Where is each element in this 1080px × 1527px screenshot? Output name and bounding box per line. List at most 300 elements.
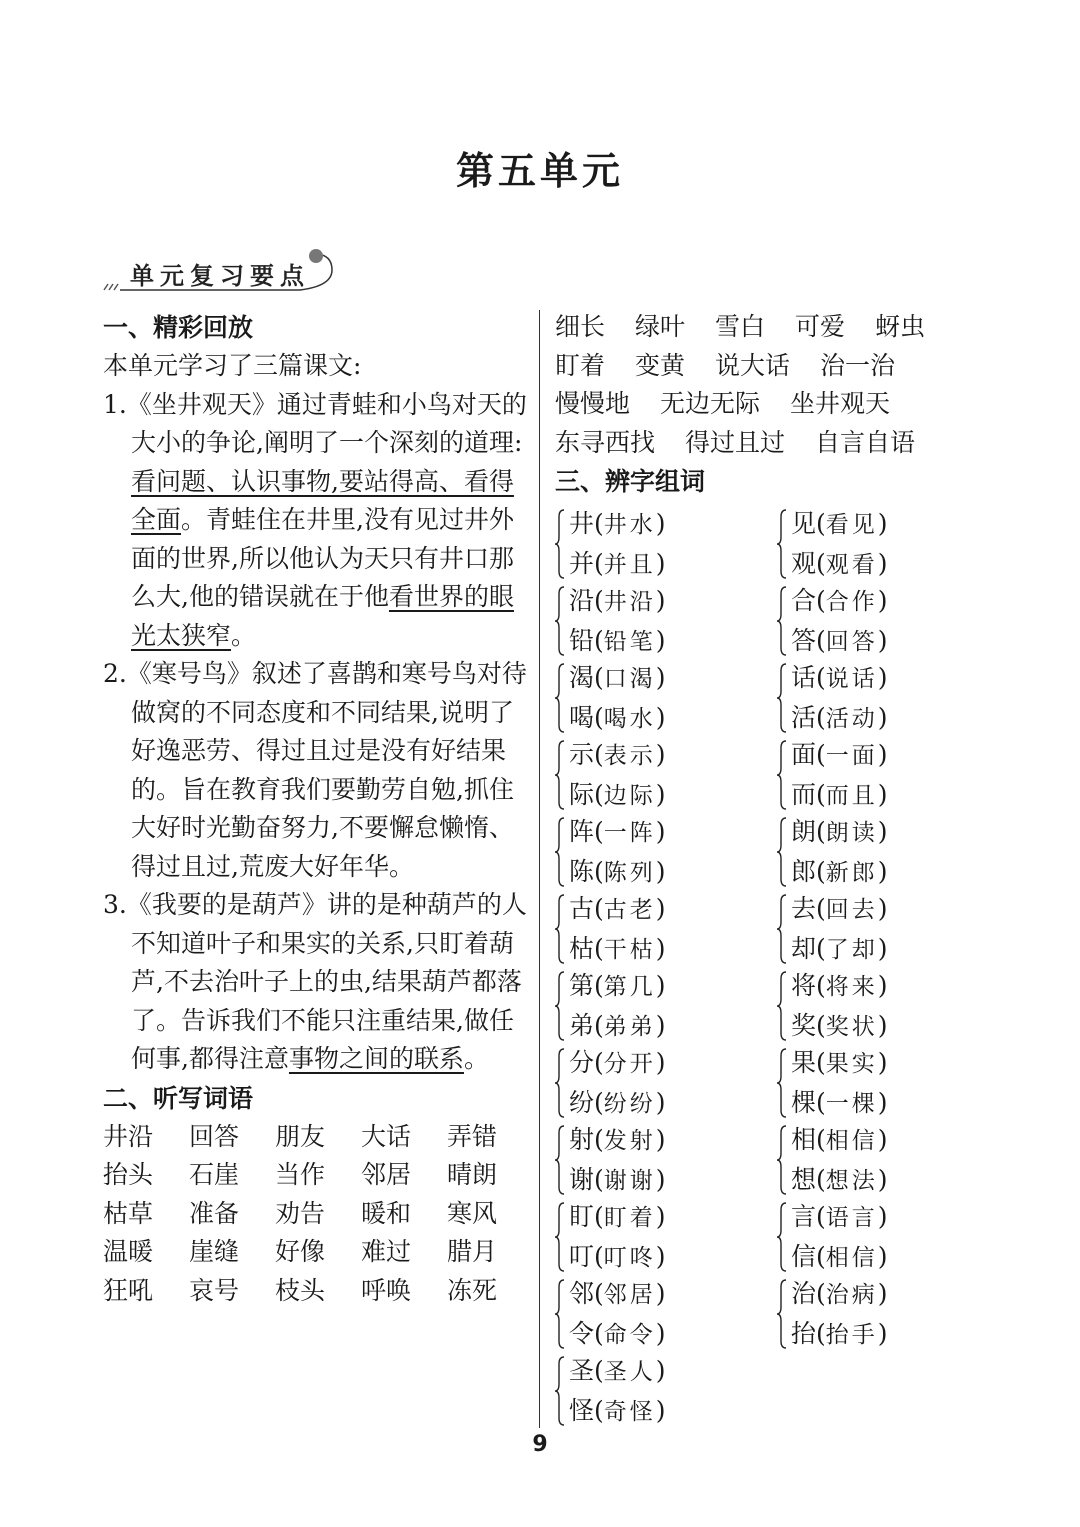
- character-pair: [777, 1275, 977, 1352]
- underlined-text: 事物之间的联系: [288, 1044, 464, 1073]
- character: 奖: [791, 1010, 817, 1040]
- character-pair: [555, 582, 777, 659]
- character-pairs: [555, 505, 975, 1429]
- character: 答: [791, 625, 817, 655]
- brace-icon: [777, 663, 787, 733]
- pair-line: [569, 1352, 777, 1392]
- character: 令: [569, 1318, 595, 1348]
- phrase: 说大话: [715, 350, 791, 380]
- underlined-text: 看问题、认识事物,要站得高、看得全面: [131, 466, 514, 534]
- compound-word: 看见: [825, 512, 878, 538]
- character: 枯: [569, 933, 595, 963]
- item-number: 2.: [103, 659, 127, 688]
- character-pair: [777, 582, 977, 659]
- paren-open: (: [816, 971, 826, 1000]
- character: 示: [569, 740, 595, 769]
- paren-open: (: [594, 1048, 604, 1077]
- pair-line: [791, 776, 977, 816]
- compound-word: 古老: [603, 897, 656, 923]
- character: 古: [569, 894, 595, 923]
- compound-word: 谢谢: [603, 1167, 656, 1194]
- compound-word: 发射: [603, 1128, 656, 1154]
- paren-open: (: [816, 1241, 826, 1271]
- paren-open: (: [816, 625, 826, 655]
- paren-close: ): [877, 817, 888, 846]
- compound-word: 表示: [603, 743, 656, 769]
- dictation-word: 枯草: [103, 1198, 154, 1228]
- compound-word: 回去: [825, 897, 878, 923]
- pair-line: [791, 736, 977, 776]
- character: 想: [791, 1164, 817, 1194]
- compound-word: 想法: [825, 1167, 878, 1194]
- compound-word: 圣人: [603, 1359, 656, 1385]
- dictation-phrases: [555, 308, 975, 462]
- paren-close: ): [655, 1164, 666, 1194]
- column-divider: [539, 310, 540, 1428]
- compound-word: 治病: [825, 1282, 878, 1308]
- character: 治: [791, 1279, 817, 1308]
- dictation-word: 温暖: [103, 1237, 154, 1266]
- character-pair: [777, 659, 977, 736]
- pair-line: [569, 505, 777, 545]
- paren-close: ): [655, 1318, 666, 1348]
- character: 纷: [569, 1087, 595, 1117]
- dictation-word: 邻居: [361, 1160, 412, 1189]
- phrase: 东寻西找: [555, 427, 656, 457]
- paren-close: ): [655, 817, 666, 846]
- review-item: [103, 386, 528, 656]
- character: 去: [791, 894, 817, 923]
- character: 棵: [791, 1087, 817, 1117]
- pairs-right-column: [777, 505, 977, 1429]
- pair-line: [791, 1007, 977, 1047]
- compound-word: 命令: [603, 1321, 656, 1348]
- paren-close: ): [877, 586, 888, 615]
- character: 言: [791, 1202, 817, 1231]
- paren-close: ): [877, 1318, 888, 1348]
- paren-close: ): [655, 625, 666, 655]
- character: 第: [569, 971, 595, 1000]
- paren-close: ): [655, 586, 666, 615]
- character-pair: [555, 1198, 777, 1275]
- paren-open: (: [594, 1010, 604, 1040]
- compound-word: 陈列: [603, 859, 656, 886]
- paren-close: ): [655, 702, 666, 732]
- paren-close: ): [655, 933, 666, 963]
- character: 射: [569, 1125, 595, 1154]
- compound-word: 说话: [825, 666, 878, 692]
- character-pair: [555, 1275, 777, 1352]
- paren-close: ): [877, 1241, 888, 1271]
- paren-close: ): [655, 1125, 666, 1154]
- paren-open: (: [594, 817, 604, 846]
- paren-open: (: [816, 509, 826, 538]
- character: 朗: [791, 817, 817, 846]
- paren-open: (: [594, 586, 604, 615]
- paren-close: ): [877, 894, 888, 923]
- character: 将: [791, 971, 817, 1000]
- pair-line: [569, 1161, 777, 1201]
- paren-open: (: [594, 856, 604, 886]
- pair-line: [569, 813, 777, 853]
- compound-word: 叮咚: [603, 1244, 656, 1271]
- paren-close: ): [877, 971, 888, 1000]
- character: 铅: [569, 625, 595, 655]
- section-heading-dictation: 二、听写词语: [103, 1083, 254, 1113]
- compound-word: 活动: [825, 705, 878, 732]
- paren-open: (: [594, 971, 604, 1000]
- dictation-word: 朋友: [275, 1121, 326, 1151]
- paren-open: (: [594, 1087, 604, 1117]
- pair-line: [569, 1121, 777, 1161]
- paren-open: (: [594, 625, 604, 655]
- paren-open: (: [594, 702, 604, 732]
- character: 陈: [569, 856, 595, 886]
- compound-word: 邻居: [603, 1282, 656, 1308]
- dictation-word: 井沿: [103, 1121, 154, 1151]
- dictation-word: 劝告: [275, 1198, 326, 1228]
- underlined-text: 看世界的眼光太狭窄: [131, 582, 514, 650]
- brace-icon: [777, 971, 787, 1041]
- phrase: 盯着: [555, 350, 606, 380]
- paren-open: (: [816, 933, 826, 963]
- phrase: 变黄: [635, 350, 686, 380]
- phrase-row: [555, 308, 975, 347]
- brace-icon: [777, 509, 787, 579]
- character: 怪: [569, 1395, 595, 1425]
- paren-open: (: [816, 856, 826, 886]
- compound-word: 一棵: [825, 1090, 878, 1117]
- compound-word: 一面: [825, 743, 878, 769]
- paren-open: (: [594, 1241, 604, 1271]
- character: 圣: [569, 1356, 595, 1385]
- left-column: [103, 308, 528, 1310]
- dictation-word: 准备: [189, 1198, 240, 1228]
- pair-line: [569, 736, 777, 776]
- pair-line: [791, 545, 977, 585]
- brace-icon: [777, 894, 787, 964]
- character: 信: [791, 1241, 817, 1271]
- brace-icon: [777, 817, 787, 887]
- dictation-word: 哀号: [189, 1275, 240, 1305]
- item-text: 。: [231, 620, 257, 650]
- character-pair: [777, 967, 977, 1044]
- pair-line: [791, 1044, 977, 1084]
- paren-open: (: [816, 1279, 826, 1308]
- paren-open: (: [594, 1202, 604, 1231]
- brace-icon: [555, 663, 565, 733]
- compound-word: 朗读: [825, 820, 878, 846]
- paren-close: ): [655, 1279, 666, 1308]
- dictation-word: 狂吼: [103, 1275, 154, 1305]
- phrase: 雪白: [715, 312, 766, 341]
- section-badge: [100, 248, 340, 298]
- paren-open: (: [594, 663, 604, 692]
- pair-line: [791, 1161, 977, 1201]
- phrase: 坐井观天: [790, 389, 891, 418]
- brace-icon: [555, 894, 565, 964]
- pair-line: [791, 1238, 977, 1278]
- paren-open: (: [594, 894, 604, 923]
- pair-line: [791, 622, 977, 662]
- dictation-word: 好像: [275, 1237, 326, 1266]
- compound-word: 奇怪: [603, 1398, 656, 1425]
- paren-close: ): [655, 1048, 666, 1077]
- pair-line: [791, 659, 977, 699]
- pair-line: [791, 1198, 977, 1238]
- paren-close: ): [877, 548, 888, 578]
- section-heading-review: 一、精彩回放: [103, 313, 254, 342]
- paren-close: ): [877, 1125, 888, 1154]
- brace-icon: [555, 740, 565, 810]
- compound-word: 而且: [825, 782, 878, 809]
- character: 活: [791, 702, 817, 732]
- pair-line: [569, 1198, 777, 1238]
- compound-word: 井水: [603, 512, 656, 538]
- pair-line: [569, 1007, 777, 1047]
- character: 合: [791, 586, 817, 615]
- compound-word: 奖状: [825, 1013, 878, 1040]
- pair-line: [791, 1121, 977, 1161]
- compound-word: 口渴: [603, 666, 656, 692]
- character-pair: [555, 890, 777, 967]
- paren-open: (: [816, 586, 826, 615]
- paren-open: (: [816, 1202, 826, 1231]
- compound-word: 井沿: [603, 589, 656, 615]
- brace-icon: [777, 1125, 787, 1195]
- compound-word: 一阵: [603, 820, 656, 846]
- character-pair: [555, 1352, 777, 1429]
- paren-close: ): [655, 971, 666, 1000]
- review-intro: 本单元学习了三篇课文:: [103, 351, 362, 380]
- paren-open: (: [594, 1356, 604, 1385]
- compound-word: 语言: [825, 1205, 878, 1231]
- paren-open: (: [816, 1125, 826, 1154]
- item-text: 《坐井观天》通过青蛙和小鸟对天的大小的争论,阐明了一个深刻的道理:: [126, 389, 527, 457]
- character-pair: [777, 736, 977, 813]
- character-pair: [777, 1198, 977, 1275]
- character: 井: [569, 509, 595, 538]
- compound-word: 分开: [603, 1051, 656, 1077]
- paren-open: (: [816, 1318, 826, 1348]
- pair-line: [791, 853, 977, 893]
- paren-close: ): [877, 702, 888, 732]
- brace-icon: [555, 971, 565, 1041]
- paren-close: ): [655, 663, 666, 692]
- character: 喝: [569, 702, 595, 732]
- item-number: 1.: [103, 389, 127, 419]
- character: 果: [791, 1048, 817, 1077]
- dictation-word: 枝头: [275, 1275, 326, 1305]
- pair-line: [791, 930, 977, 970]
- paren-open: (: [594, 740, 604, 769]
- compound-word: 喝水: [603, 705, 656, 732]
- paren-close: ): [877, 740, 888, 769]
- review-item: [103, 655, 528, 886]
- dictation-word: 当作: [275, 1160, 326, 1189]
- paren-close: ): [655, 740, 666, 769]
- brace-icon: [555, 1125, 565, 1195]
- character-pair: [555, 505, 777, 582]
- dictation-word: 回答: [189, 1121, 240, 1151]
- compound-word: 新郎: [825, 859, 878, 886]
- character-pair: [555, 1121, 777, 1198]
- pair-line: [569, 622, 777, 662]
- character: 见: [791, 509, 817, 538]
- compound-word: 相信: [825, 1128, 878, 1154]
- review-items: [103, 386, 528, 1079]
- compound-word: 相信: [825, 1244, 878, 1271]
- phrase: 细长: [555, 312, 606, 341]
- page-number: 9: [532, 1432, 548, 1457]
- dictation-word: 石崖: [189, 1160, 240, 1189]
- dictation-word: 晴朗: [447, 1160, 498, 1189]
- right-column: [555, 308, 975, 1429]
- pair-line: [791, 890, 977, 930]
- paren-close: ): [877, 856, 888, 886]
- item-text: 。青蛙住在井里,没有见过井外面的世界,所以他认为天只有井口那么大,他的错误就在于他: [131, 505, 514, 611]
- paren-close: ): [877, 1279, 888, 1308]
- character: 际: [569, 779, 595, 809]
- compound-word: 并且: [603, 551, 656, 578]
- phrase: 绿叶: [635, 312, 686, 341]
- pair-line: [569, 890, 777, 930]
- pair-line: [569, 1084, 777, 1124]
- pair-line: [569, 659, 777, 699]
- paren-open: (: [594, 933, 604, 963]
- dictation-word: 寒风: [447, 1198, 498, 1228]
- character-pair: [555, 659, 777, 736]
- character: 谢: [569, 1164, 595, 1194]
- dictation-word: 大话: [361, 1121, 412, 1151]
- phrase: 治一治: [820, 350, 896, 380]
- paren-close: ): [655, 894, 666, 923]
- pairs-left-column: [555, 505, 777, 1429]
- paren-open: (: [816, 779, 826, 809]
- character-pair: [777, 813, 977, 890]
- paren-close: ): [877, 663, 888, 692]
- phrase: 得过且过: [685, 427, 786, 457]
- phrase: 可爱: [795, 312, 846, 341]
- brace-icon: [555, 509, 565, 579]
- paren-close: ): [877, 933, 888, 963]
- compound-word: 回答: [825, 628, 878, 655]
- compound-word: 铅笔: [603, 628, 656, 655]
- dictation-word: 冻死: [447, 1275, 498, 1305]
- paren-close: ): [877, 1202, 888, 1231]
- character-pair: [555, 967, 777, 1044]
- brace-icon: [777, 1048, 787, 1118]
- compound-word: 边际: [603, 782, 656, 809]
- pair-line: [791, 1315, 977, 1355]
- phrase-row: [555, 385, 975, 424]
- dictation-word: 难过: [361, 1237, 412, 1266]
- paren-open: (: [816, 1087, 826, 1117]
- paren-open: (: [816, 1010, 826, 1040]
- paren-open: (: [816, 702, 826, 732]
- brace-icon: [777, 586, 787, 656]
- paren-open: (: [594, 548, 604, 578]
- paren-close: ): [877, 1087, 888, 1117]
- character: 叮: [569, 1241, 595, 1271]
- pair-line: [569, 1392, 777, 1432]
- phrase: 自言自语: [815, 427, 916, 457]
- compound-word: 了却: [825, 936, 878, 963]
- paren-close: ): [877, 1048, 888, 1077]
- paren-open: (: [816, 1164, 826, 1194]
- brace-icon: [777, 740, 787, 810]
- pair-line: [569, 967, 777, 1007]
- pair-line: [569, 1044, 777, 1084]
- pair-line: [569, 1315, 777, 1355]
- pair-line: [569, 699, 777, 739]
- character: 而: [791, 779, 817, 809]
- compound-word: 合作: [825, 589, 878, 615]
- pair-line: [569, 1238, 777, 1278]
- paren-close: ): [655, 1087, 666, 1117]
- brace-icon: [555, 1202, 565, 1272]
- brace-icon: [555, 1356, 565, 1426]
- paren-open: (: [594, 779, 604, 809]
- character: 弟: [569, 1010, 595, 1040]
- compound-word: 抬手: [825, 1321, 878, 1348]
- pair-line: [569, 776, 777, 816]
- paren-close: ): [655, 1202, 666, 1231]
- paren-close: ): [655, 1356, 666, 1385]
- paren-close: ): [877, 509, 888, 538]
- dictation-word: 崖缝: [189, 1237, 240, 1266]
- paren-close: ): [877, 625, 888, 655]
- item-text: 《寒号鸟》叙述了喜鹊和寒号鸟对待做窝的不同态度和不同结果,说明了好逸恶劳、得过且过是没有好结果的。旨在教育我们要勤劳自勉,抓住大好时光勤奋努力,不要懈怠懒惰、得过且过,荒废大好年华。: [126, 659, 527, 881]
- character: 邻: [569, 1279, 595, 1308]
- paren-close: ): [655, 1395, 666, 1425]
- character-pair: [777, 890, 977, 967]
- item-text: 。: [463, 1044, 489, 1073]
- character-pair: [777, 505, 977, 582]
- character-pair: [555, 736, 777, 813]
- pair-line: [791, 1275, 977, 1315]
- character-pair: [777, 1121, 977, 1198]
- paren-close: ): [655, 1010, 666, 1040]
- compound-word: 将来: [825, 974, 878, 1000]
- compound-word: 弟弟: [603, 1013, 656, 1040]
- paren-open: (: [816, 894, 826, 923]
- pair-line: [791, 582, 977, 622]
- character: 沿: [569, 586, 595, 615]
- compound-word: 纷纷: [603, 1090, 656, 1117]
- paren-open: (: [816, 740, 826, 769]
- paren-close: ): [877, 1164, 888, 1194]
- brace-icon: [555, 1048, 565, 1118]
- character: 并: [569, 548, 595, 578]
- phrase: 慢慢地: [555, 389, 631, 418]
- phrase: 无边无际: [660, 389, 761, 418]
- paren-open: (: [816, 1048, 826, 1077]
- item-text: 《我要的是葫芦》讲的是种葫芦的人不知道叶子和果实的关系,只盯着葫芦,不去治叶子上的虫,结果葫芦都落了。告诉我们不能只注重结果,做任何事,都得注意: [126, 890, 527, 1073]
- pair-line: [569, 582, 777, 622]
- character: 面: [791, 740, 817, 769]
- paren-close: ): [877, 1010, 888, 1040]
- pair-line: [569, 545, 777, 585]
- paren-open: (: [594, 1164, 604, 1194]
- paren-close: ): [655, 856, 666, 886]
- compound-word: 盯着: [603, 1205, 656, 1231]
- paren-open: (: [816, 663, 826, 692]
- page-title: 第五单元: [455, 149, 624, 193]
- character: 话: [791, 663, 817, 692]
- paren-close: ): [655, 779, 666, 809]
- character: 郎: [791, 856, 817, 886]
